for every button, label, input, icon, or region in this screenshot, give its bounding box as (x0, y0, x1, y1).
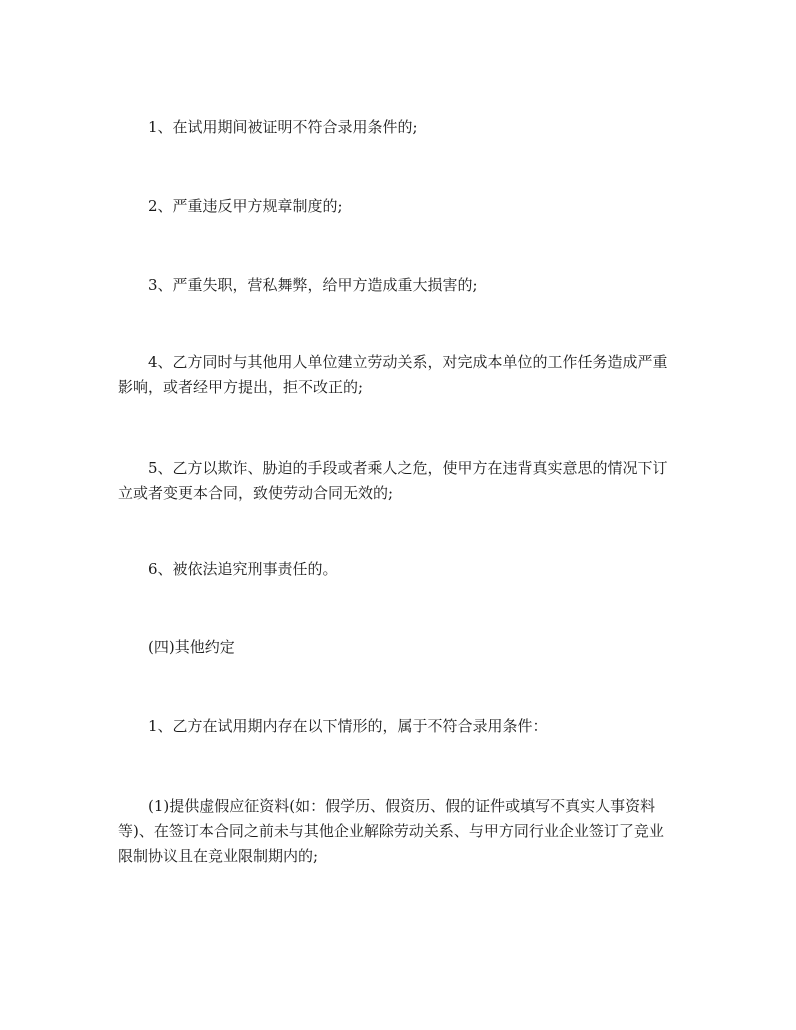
other-clause-1-probation-conditions: 1、乙方在试用期内存在以下情形的，属于不符合录用条件： (148, 717, 548, 735)
clause-2-serious-violation: 2、严重违反甲方规章制度的; (148, 197, 343, 215)
clause-3-dereliction-of-duty: 3、严重失职，营私舞弊，给甲方造成重大损害的; (148, 276, 478, 294)
clause-4-dual-employment: 4、乙方同时与其他用人单位建立劳动关系，对完成本单位的工作任务造成严重影响，或者经甲方提出，拒不改正的; (118, 353, 668, 396)
other-clause-1-item-1-false-information: (1)提供虚假应征资料(如：假学历、假资历、假的证件或填写不真实人事资料等)、在签订本合同之前未与其他企业解除劳动关系、与甲方同行业企业签订了竞业限制协议且在竞业限制期内的; (118, 797, 664, 865)
clause-1-probation-unqualified: 1、在试用期间被证明不符合录用条件的; (148, 118, 418, 136)
section-heading-other-agreements: (四)其他约定 (148, 638, 235, 656)
clause-5-fraud-coercion: 5、乙方以欺诈、胁迫的手段或者乘人之危，使甲方在违背真实意思的情况下订立或者变更本合同，致使劳动合同无效的; (118, 459, 668, 502)
clause-6-criminal-liability: 6、被依法追究刑事责任的。 (148, 560, 338, 578)
